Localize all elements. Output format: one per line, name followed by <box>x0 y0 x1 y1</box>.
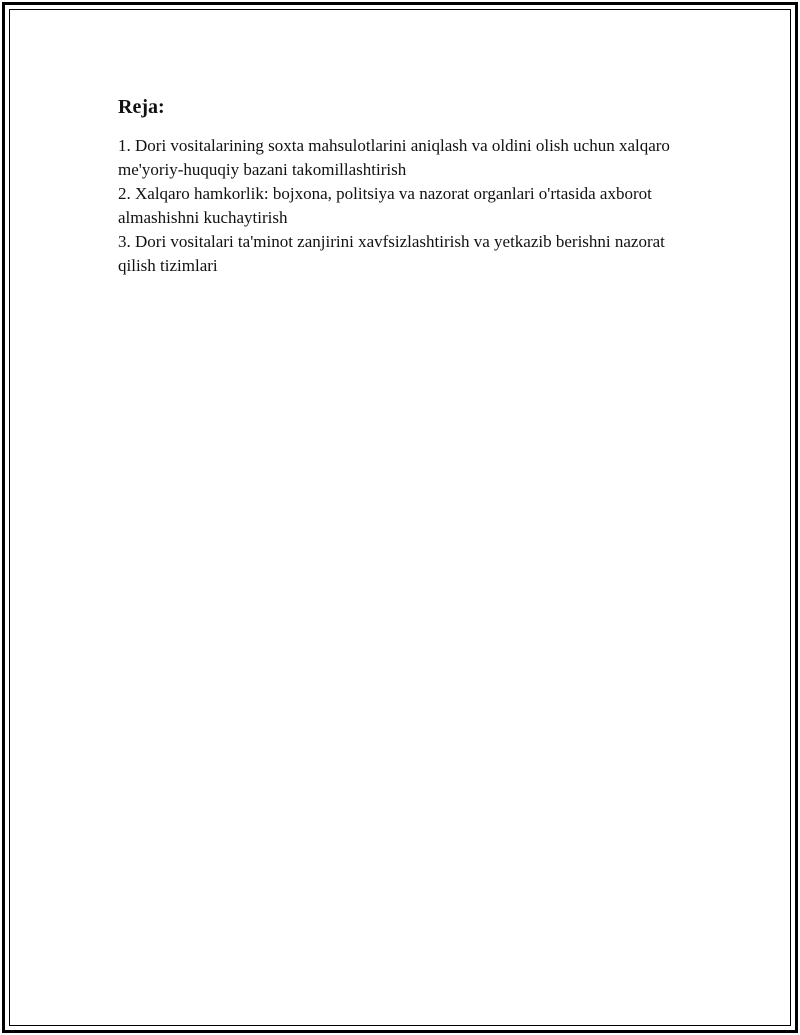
plan-item-number: 1. <box>118 136 131 155</box>
plan-list <box>118 134 678 278</box>
plan-item-number: 2. <box>118 184 131 203</box>
plan-item-text: Dori vositalarining soxta mahsulotlarini aniqlash va oldini olish uchun xalqaro me'yoriy-huquqiy bazani takomillashtirish <box>118 136 670 179</box>
plan-item-text: Xalqaro hamkorlik: bojxona, politsiya va nazorat organlari o'rtasida axborot almashishni kuchaytirish <box>118 184 652 227</box>
plan-heading: Reja: <box>118 96 165 118</box>
plan-item-3 <box>118 230 678 278</box>
plan-item-2 <box>118 182 678 230</box>
plan-item-text: Dori vositalari ta'minot zanjirini xavfsizlashtirish va yetkazib berishni nazorat qilish tizimlari <box>118 232 665 275</box>
plan-item-number: 3. <box>118 232 131 251</box>
page-content <box>118 94 678 278</box>
plan-item-1 <box>118 134 678 182</box>
